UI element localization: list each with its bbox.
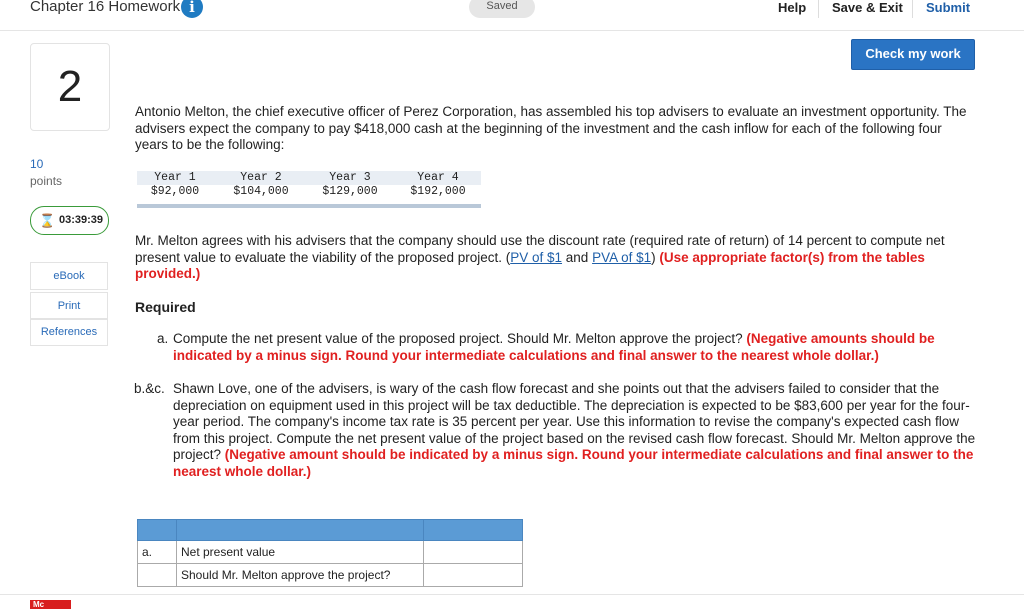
year-value: $104,000 (233, 185, 289, 198)
part-bc-label: b.&c. (134, 381, 165, 396)
pv-of-1-link[interactable]: PV of $1 (510, 249, 563, 265)
divider (818, 0, 819, 18)
paragraph-text: and (562, 249, 593, 265)
year-value: $129,000 (322, 185, 378, 198)
divider (912, 0, 913, 18)
year-value-row (137, 185, 481, 199)
submit-link[interactable]: Submit (926, 0, 971, 15)
header-cell (424, 520, 523, 541)
answer-table-header (138, 520, 523, 541)
print-link[interactable]: Print (30, 292, 108, 320)
publisher-logo: Mc (30, 600, 71, 609)
required-heading: Required (135, 299, 196, 315)
ebook-link[interactable]: eBook (30, 262, 108, 290)
check-my-work-button[interactable]: Check my work (851, 39, 975, 70)
row-label (138, 564, 177, 587)
row-description: Net present value (177, 541, 424, 564)
paragraph-text: Mr. Melton agrees with his advisers that the company should use the discount rate (required rate of return) of 14 percent to compute net present value to evaluate the viability of the proposed project. ( (135, 233, 945, 265)
year-header-row (137, 171, 481, 185)
year-value: $192,000 (410, 185, 466, 198)
answer-table (137, 519, 523, 587)
references-link[interactable]: References (30, 318, 108, 346)
points-label: points (30, 174, 63, 188)
table-bottom-bar (137, 204, 481, 208)
part-bc-text (173, 381, 976, 480)
part-bc-question: Shawn Love, one of the advisers, is wary of the cash flow forecast and she points out that the advisers failed to consider that the depreciation on equipment used in this project will be tax deductible. The depreciation is expected to be $83,600 per year for the four-year period. The company's income tax rate is 35 percent per year. Use this information to revise the company's expected cash flow from this project. Compute the net present value of the project based on the revised cash flow forecast. Should Mr. Melton approve the project? (173, 381, 976, 462)
table-row (138, 541, 523, 564)
saved-status-badge: Saved (469, 0, 535, 18)
timer-badge (30, 206, 109, 235)
question-number: 2 (30, 43, 110, 131)
header-cell (177, 520, 424, 541)
part-a-question: Compute the net present value of the proposed project. Should Mr. Melton approve the project? (173, 331, 743, 346)
part-a-text (173, 331, 973, 364)
save-exit-link[interactable]: Save & Exit (832, 0, 903, 15)
approve-project-select[interactable] (424, 564, 523, 587)
net-present-value-input[interactable] (424, 541, 523, 564)
row-label: a. (138, 541, 177, 564)
discount-rate-paragraph (135, 233, 975, 283)
year-label: Year 1 (154, 171, 196, 184)
paragraph-text: ) (651, 249, 656, 265)
part-bc-instruction: (Negative amount should be indicated by a minus sign. Round your intermediate calculations and final answer to the nearest whole dollar.) (173, 447, 974, 479)
part-a-label: a. (157, 331, 169, 346)
instruction-text: (Use appropriate factor(s) from the tables provided.) (135, 249, 925, 281)
cash-inflow-table (137, 171, 481, 199)
timer-value: 03:39:39 (59, 214, 104, 226)
year-value: $92,000 (150, 185, 200, 198)
footer-divider (0, 594, 1024, 595)
year-label: Year 4 (417, 171, 459, 184)
assignment-title: Chapter 16 Homework (30, 0, 181, 15)
info-icon[interactable]: i (181, 0, 203, 18)
points-value: 10 (30, 157, 44, 171)
hourglass-icon: ⌛ (39, 213, 56, 228)
part-a-instruction: (Negative amounts should be indicated by a minus sign. Round your intermediate calculations and final answer to the nearest whole dollar.) (173, 331, 935, 363)
problem-intro: Antonio Melton, the chief executive officer of Perez Corporation, has assembled his top advisers to evaluate an investment opportunity. The advisers expect the company to pay $418,000 cash at the beginning of the investment and the cash inflow for each of the following four years to be the following: (135, 104, 967, 152)
year-label: Year 2 (240, 171, 282, 184)
year-label: Year 3 (329, 171, 371, 184)
help-link[interactable]: Help (778, 0, 807, 15)
row-description: Should Mr. Melton approve the project? (177, 564, 424, 587)
header-cell (138, 520, 177, 541)
pva-of-1-link[interactable]: PVA of $1 (592, 249, 652, 265)
top-bar (0, 0, 1024, 31)
table-row (138, 564, 523, 587)
